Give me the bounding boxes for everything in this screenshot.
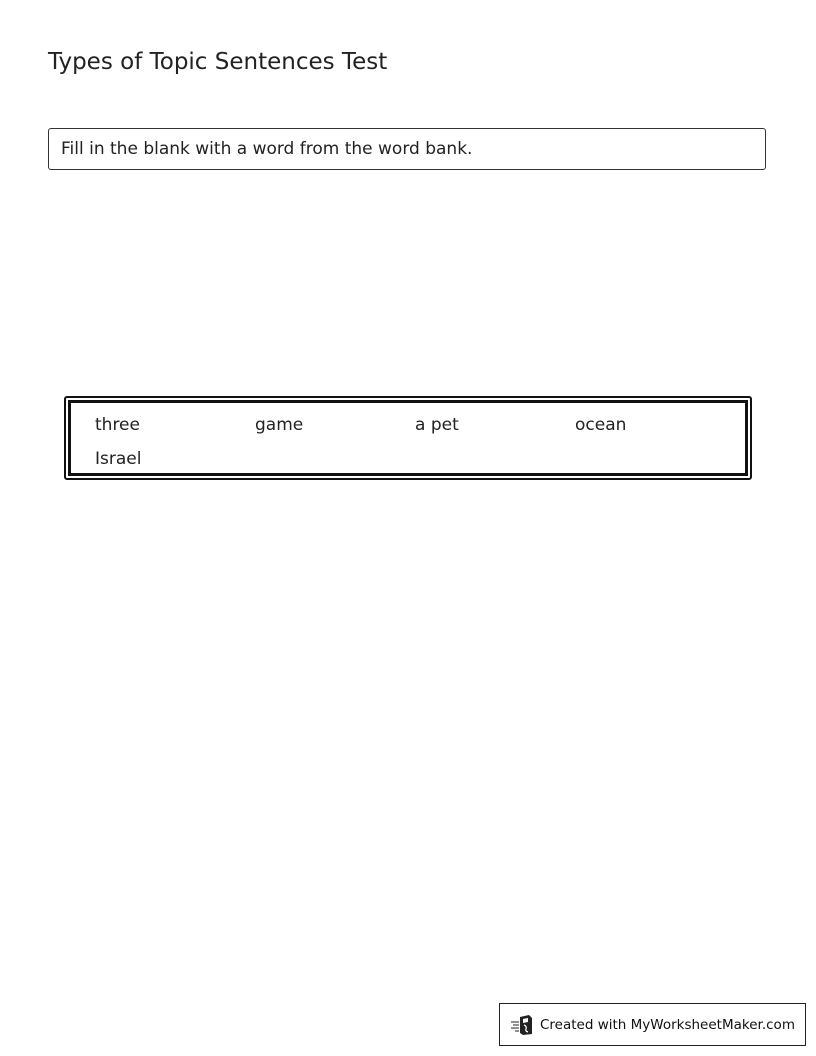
- instructions-text: Fill in the blank with a word from the word bank.: [61, 139, 473, 159]
- word-bank-item: three: [95, 415, 140, 435]
- word-bank-item: a pet: [415, 415, 459, 435]
- footer-credit[interactable]: [499, 1003, 806, 1046]
- instructions-box: [48, 128, 766, 170]
- word-bank: [64, 396, 752, 480]
- footer-credit-text: Created with MyWorksheetMaker.com: [540, 1016, 795, 1033]
- worksheet-maker-logo-icon: [510, 1014, 534, 1036]
- word-bank-item: ocean: [575, 415, 627, 435]
- word-bank-item: game: [255, 415, 304, 435]
- word-bank-inner-border: [68, 400, 748, 476]
- page-title: Types of Topic Sentences Test: [48, 49, 388, 75]
- word-bank-item: Israel: [95, 449, 142, 469]
